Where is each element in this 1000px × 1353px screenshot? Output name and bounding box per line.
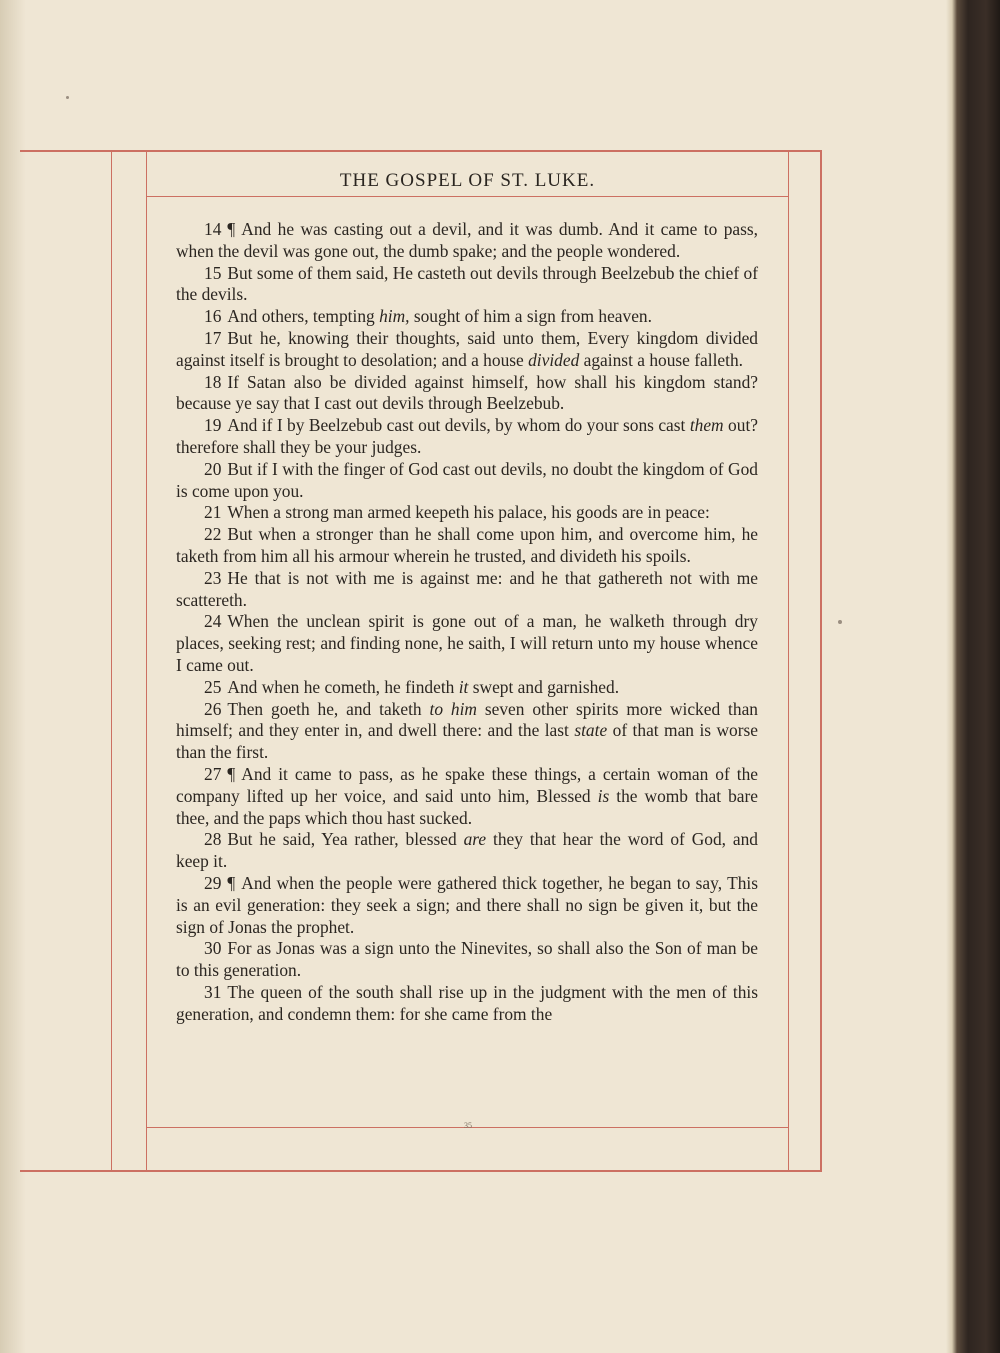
verse-text: And if I by Beelzebub cast out devils, by whom do your sons cast	[227, 415, 690, 436]
verse	[176, 982, 758, 1026]
verse-text: swept and garnished.	[468, 676, 620, 697]
verse	[176, 829, 758, 873]
verse-text: Then goeth he, and taketh	[227, 698, 430, 719]
outer-rule-right	[820, 150, 822, 1172]
verse-number: 25	[204, 676, 222, 697]
verse-text: And when he cometh, he findeth	[227, 676, 459, 697]
verse-number: 15	[204, 262, 222, 283]
folio-number: 35	[464, 1121, 472, 1130]
verse-text: And when the people were gathered thick together, he began to say, This is an evil generation: they seek a sign; and there shall no sign be given it, but the sign of Jonas the prophet.	[176, 872, 758, 937]
verse-text: He that is not with me is against me: and he that gathereth not with me scattereth.	[176, 567, 758, 610]
verse-text: When the unclean spirit is gone out of a man, he walketh through dry places, seeking rest; and finding none, he saith, I will return unto my house whence I came out.	[176, 611, 758, 675]
paragraph-mark: ¶	[227, 219, 236, 239]
verse-number: 20	[204, 458, 222, 479]
verse-number: 30	[204, 938, 222, 959]
verse-text: of that man is worse than the first.	[176, 720, 759, 763]
verse-text-italic: state	[574, 720, 608, 741]
verse-text-italic: are	[463, 829, 487, 850]
book-cover-edge	[946, 0, 1000, 1353]
verse-text: For as Jonas was a sign unto the Ninevites, so shall also the Son of man be to this generation.	[176, 938, 758, 981]
verse	[176, 328, 758, 372]
margin-rule-left-2	[146, 150, 147, 1172]
verse-text: But some of them said, He casteth out devils through Beelzebub the chief of the devils.	[176, 262, 758, 305]
verse	[176, 415, 758, 459]
paper-speck	[66, 96, 69, 99]
verse	[176, 306, 758, 328]
verse-number: 14	[204, 219, 222, 239]
verse-text-italic: him,	[379, 306, 410, 327]
paper-speck	[838, 620, 842, 624]
paragraph-mark: ¶	[227, 872, 236, 893]
verse-text: out? therefore shall they be your judges.	[176, 415, 758, 457]
verse	[176, 372, 758, 416]
verse-number: 18	[204, 371, 222, 392]
head-rule	[146, 196, 789, 197]
verse-text: The queen of the south shall rise up in the judgment with the men of this generation, and condemn them: for she came from the	[176, 981, 758, 1024]
verse-text: But he said, Yea rather, blessed	[227, 829, 464, 850]
verse	[176, 938, 758, 982]
verse-text-italic: them	[689, 415, 724, 436]
verse-number: 28	[204, 829, 222, 850]
verse-text: But he, knowing their thoughts, said unto them, Every kingdom divided against itself is brought to desolation; and a house	[176, 327, 758, 370]
verse-text: seven other spirits more wicked than himself; and they enter in, and dwell there: and the last	[176, 698, 758, 741]
verse-text-italic: divided	[528, 349, 580, 370]
verse-number: 27	[204, 763, 222, 784]
verse	[176, 568, 758, 612]
verse-text: When a strong man armed keepeth his palace, his goods are in peace:	[227, 502, 710, 523]
verse-text: they that hear the word of God, and keep it.	[176, 829, 758, 872]
margin-rule-right	[788, 150, 789, 1172]
outer-rule-top	[20, 150, 821, 152]
page-gutter-shadow	[0, 0, 26, 1353]
verse-text: And it came to pass, as he spake these things, a certain woman of the company lifted up her voice, and said unto him, Blessed	[176, 763, 758, 806]
verse-text: If Satan also be divided against himself, how shall his kingdom stand? because ye say that I cast out devils through Beelzebub.	[176, 371, 758, 414]
verse	[176, 611, 758, 676]
paragraph-mark: ¶	[227, 763, 236, 784]
verse	[176, 524, 758, 568]
verse-number: 24	[204, 611, 222, 632]
verse-number: 31	[204, 981, 222, 1002]
verse-number: 16	[204, 306, 222, 327]
verse	[176, 764, 758, 829]
verse-number: 17	[204, 327, 222, 348]
verse-number: 19	[204, 415, 222, 436]
verse-text: And others, tempting	[227, 306, 380, 327]
verse	[176, 263, 758, 307]
verse-text-italic: to him	[429, 698, 477, 719]
verse-text: But when a stronger than he shall come upon him, and overcome him, he taketh from him all his armour wherein he trusted, and divideth his spoils.	[176, 524, 758, 566]
verse-number: 21	[204, 502, 222, 523]
verse	[176, 502, 758, 524]
verse-text-italic: it	[458, 676, 469, 697]
verse-text: But if I with the finger of God cast out devils, no doubt the kingdom of God is come upon you.	[176, 458, 758, 501]
verse-text-italic: is	[597, 785, 610, 806]
verse	[176, 459, 758, 503]
verse-number: 22	[204, 524, 222, 545]
verse	[176, 219, 758, 263]
verse-text: And he was casting out a devil, and it was dumb. And it came to pass, when the devil was gone out, the dumb spake; and the people wondered.	[176, 219, 758, 261]
verse-number: 26	[204, 698, 222, 719]
verse-text: the womb that bare thee, and the paps which thou hast sucked.	[176, 785, 758, 828]
outer-rule-bottom	[20, 1170, 821, 1172]
verse-text: against a house falleth.	[579, 349, 744, 370]
margin-rule-left-1	[111, 150, 112, 1172]
verse	[176, 873, 758, 938]
verse-number: 23	[204, 567, 222, 588]
running-head: THE GOSPEL OF ST. LUKE.	[339, 170, 596, 191]
verse	[176, 677, 758, 699]
verse-text: sought of him a sign from heaven.	[409, 306, 652, 327]
verse	[176, 699, 758, 764]
verse-column	[176, 219, 758, 1025]
verse-number: 29	[204, 872, 222, 893]
